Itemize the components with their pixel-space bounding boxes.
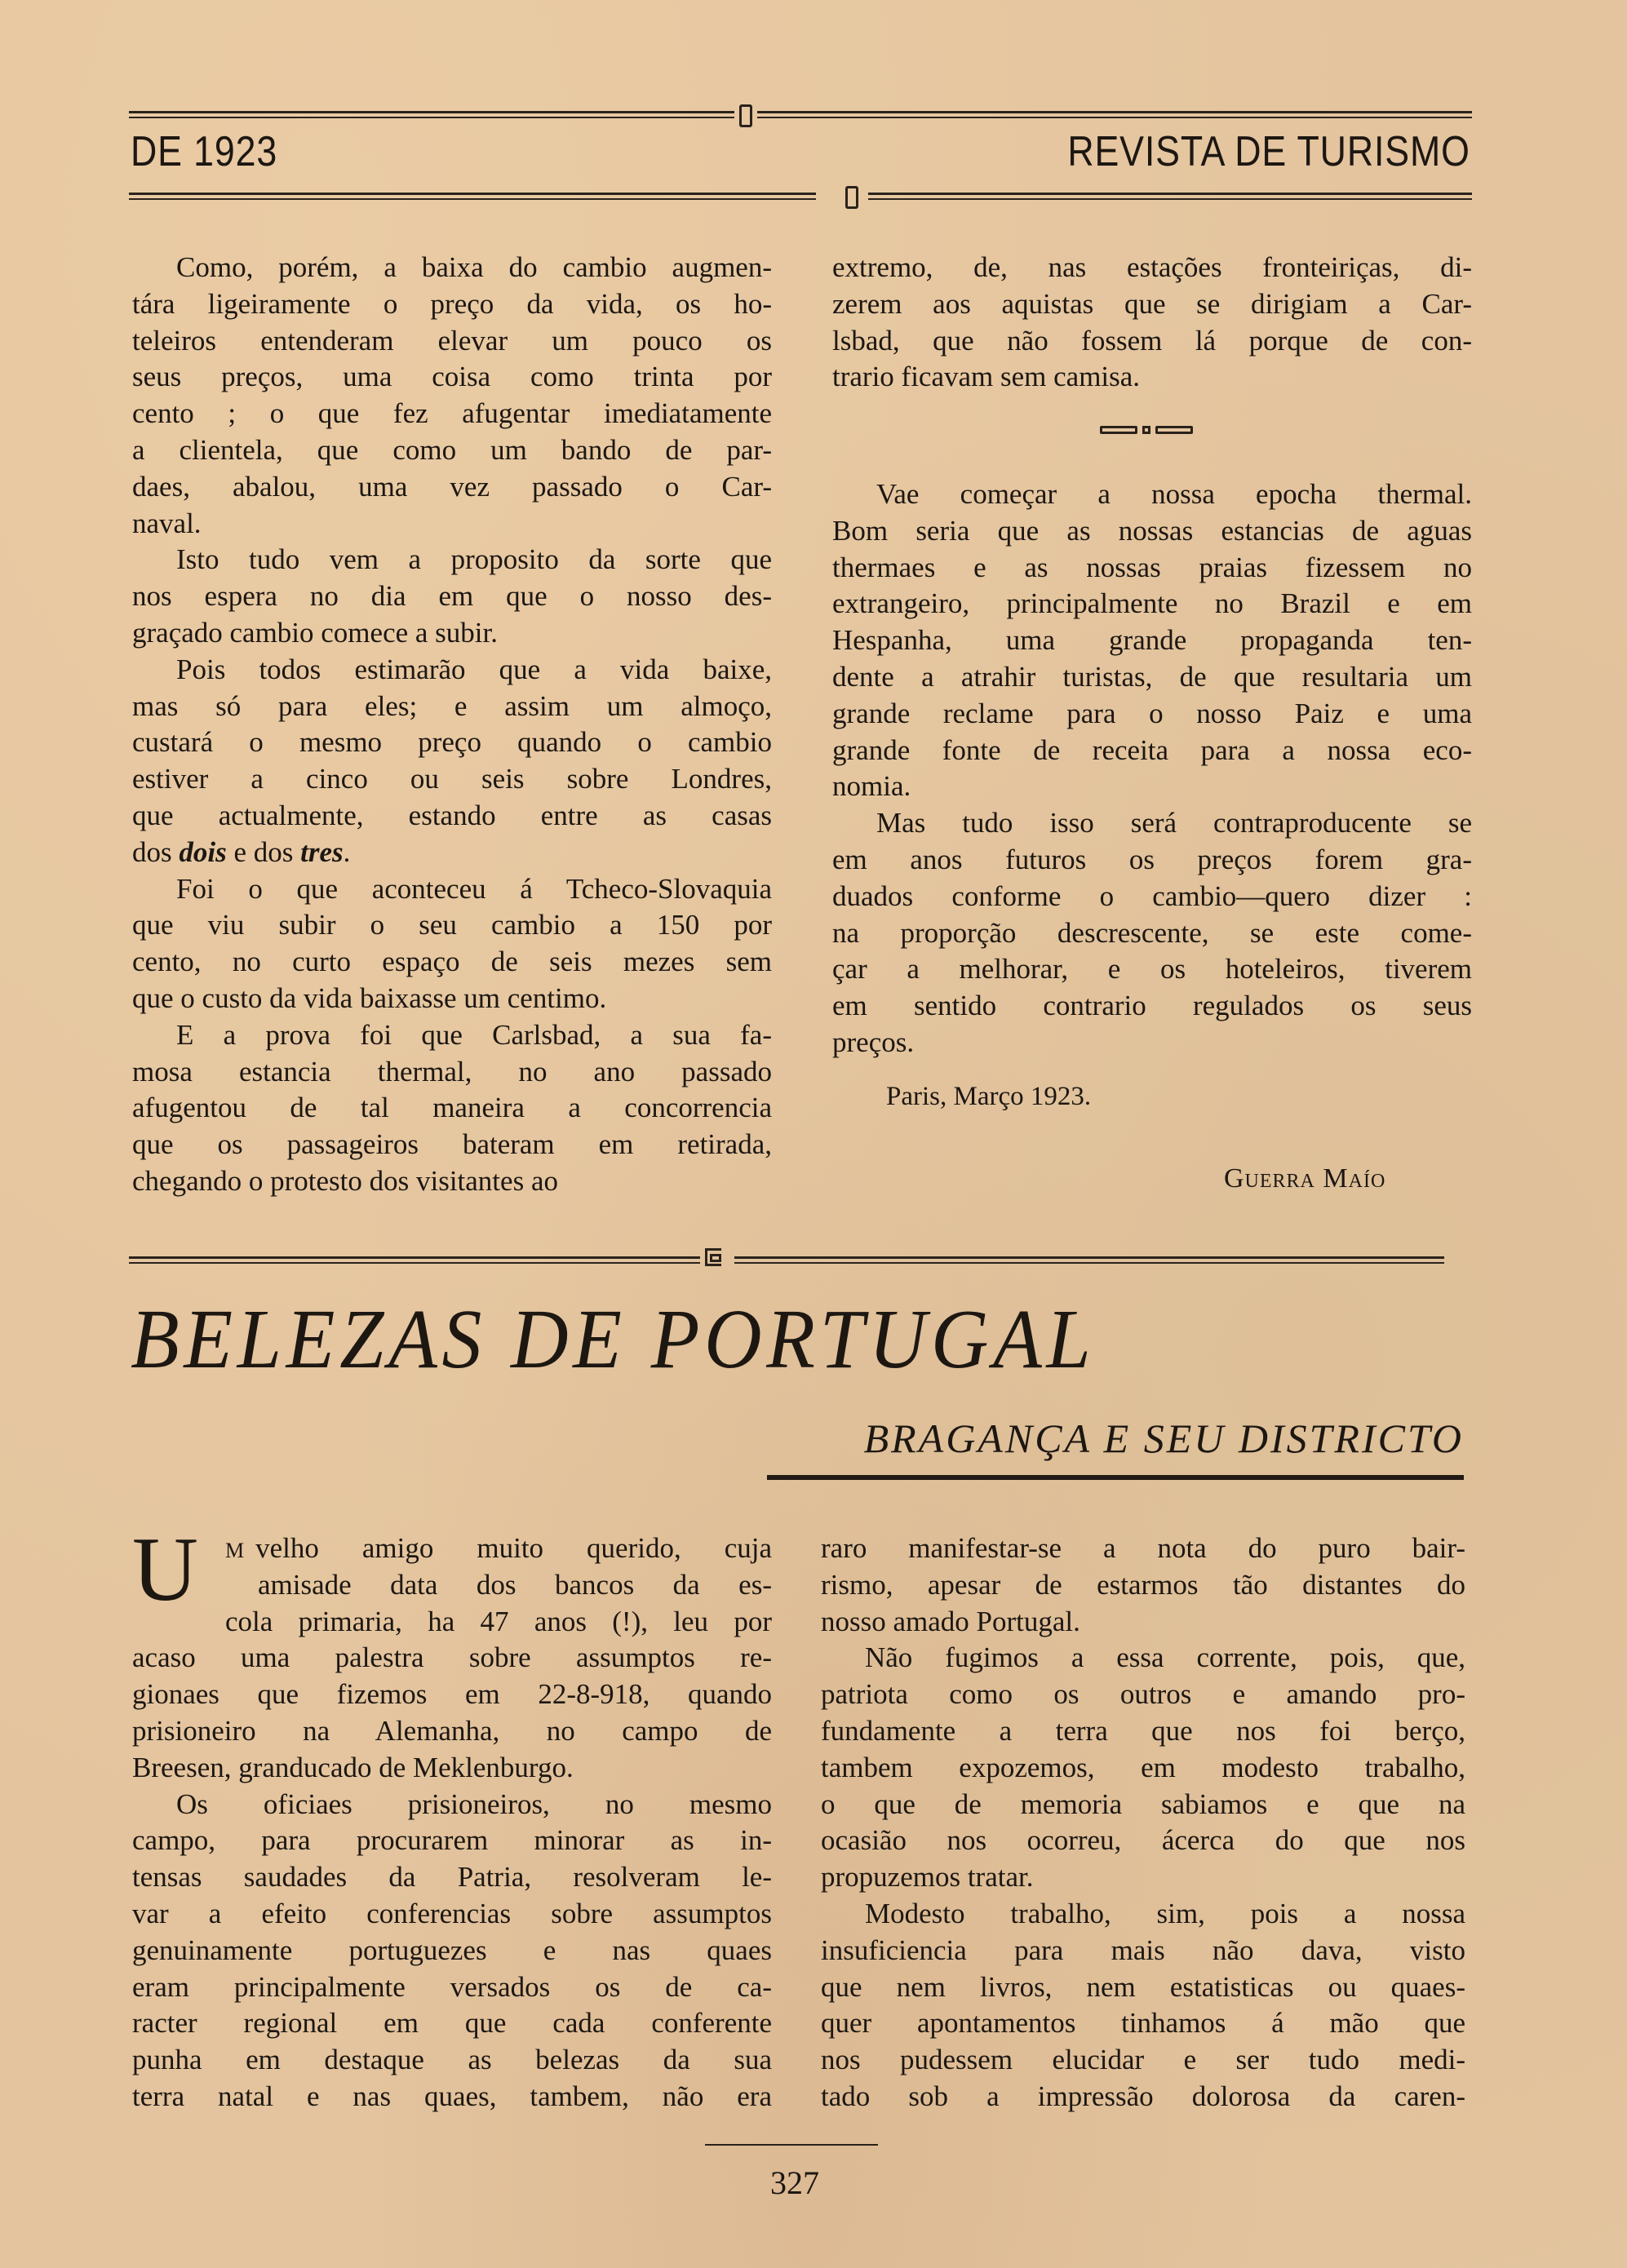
text-line: insuficiencia para mais não dava, visto bbox=[821, 1934, 1465, 1966]
text-line: que viu subir o seu cambio a 150 por bbox=[132, 909, 772, 941]
text-fragment: . bbox=[343, 835, 351, 868]
text-line: patriota como os outros e amando pro- bbox=[821, 1678, 1465, 1711]
paragraph bbox=[821, 1640, 1465, 1896]
paragraph bbox=[832, 805, 1472, 1061]
text-line: grande fonte de receita para a nossa eco- bbox=[832, 733, 1472, 766]
subtitle-underline bbox=[767, 1475, 1464, 1480]
page-number: 327 bbox=[770, 2164, 819, 2201]
text-line: grande reclame para o nosso Paiz e uma bbox=[832, 697, 1472, 729]
emphasized-word: tres bbox=[300, 835, 344, 868]
text-line: Não fugimos a essa corrente, pois, que, bbox=[865, 1641, 1465, 1674]
text-line: tambem expozemos, em modesto trabalho, bbox=[821, 1751, 1465, 1783]
text-line: thermaes e as nossas praias fizessem no bbox=[832, 551, 1472, 583]
text-line: terra natal e nas quaes, tambem, não era bbox=[132, 2080, 772, 2112]
text-line: çar a melhorar, e os hoteleiros, tiverem bbox=[832, 953, 1472, 986]
text-line: Foi o que aconteceu á Tcheco-Slovaquia bbox=[176, 872, 772, 905]
paragraph bbox=[832, 476, 1472, 805]
text-line: seus preços, uma coisa como trinta por bbox=[132, 361, 772, 393]
page-number-rule bbox=[705, 2144, 878, 2146]
paragraph bbox=[832, 250, 1472, 396]
text-line: tado sob a impressão dolorosa da caren- bbox=[821, 2080, 1465, 2112]
section-ornament-inner bbox=[710, 1254, 721, 1262]
article2-subtitle: BRAGANÇA E SEU DISTRICTO bbox=[863, 1415, 1464, 1461]
text-line: tensas saudades da Patria, resolveram le- bbox=[132, 1861, 772, 1894]
text-line: Como, porém, a baixa do cambio augmen- bbox=[176, 251, 772, 283]
text-line: custará o mesmo preço quando o cambio bbox=[132, 726, 772, 759]
text-line: racter regional em que cada conferente bbox=[132, 2007, 772, 2040]
text-line: cola primaria, ha 47 anos (!), leu por bbox=[225, 1605, 772, 1637]
header-ornament-bottom bbox=[845, 186, 858, 209]
text-line: extrangeiro, principalmente no Brazil e em bbox=[832, 587, 1472, 620]
paragraph bbox=[132, 652, 772, 871]
article1-right-column-top bbox=[832, 250, 1472, 396]
text-line: nos pudessem elucidar e ser tudo medi- bbox=[821, 2044, 1465, 2076]
text-line: rismo, apesar de estarmos tão distantes do bbox=[821, 1568, 1465, 1601]
header-magazine-title: REVISTA DE TURISMO bbox=[1067, 128, 1470, 175]
header-top-rule-right bbox=[757, 111, 1472, 118]
section-rule-right bbox=[734, 1256, 1444, 1264]
text-line: eram principalmente versados os de ca- bbox=[132, 1970, 772, 2003]
text-line: E a prova foi que Carlsbad, a sua fa- bbox=[176, 1018, 772, 1051]
text-line: Pois todos estimarão que a vida baixe, bbox=[176, 653, 772, 685]
text-line: estiver a cinco ou seis sobre Londres, bbox=[132, 763, 772, 795]
article2-left-column bbox=[132, 1519, 772, 2115]
drop-cap: U bbox=[132, 1519, 198, 1620]
text-line: nosso amado Portugal. bbox=[821, 1605, 1080, 1637]
text-line: nos espera no dia em que o nosso des- bbox=[132, 580, 772, 613]
text-line: duados conforme o cambio—quero dizer : bbox=[832, 879, 1472, 912]
text-line: campo, para procurarem minorar as in- bbox=[132, 1824, 772, 1857]
divider-dot bbox=[1142, 426, 1150, 434]
text-line: Breesen, granducado de Meklenburgo. bbox=[132, 1751, 574, 1783]
text-line: Os oficiaes prisioneiros, no mesmo bbox=[176, 1787, 772, 1820]
header-bottom-rule-right bbox=[868, 193, 1472, 200]
text-line: em anos futuros os preços forem gra- bbox=[832, 843, 1472, 875]
emphasized-word: dois bbox=[179, 835, 227, 868]
first-word-small-caps: M bbox=[225, 1539, 245, 1562]
text-line: trario ficavam sem camisa. bbox=[832, 361, 1141, 393]
text-line: chegando o protesto dos visitantes ao bbox=[132, 1164, 558, 1197]
text-line: Bom seria que as nossas estancias de aguas bbox=[832, 514, 1472, 547]
article2-title: BELEZAS DE PORTUGAL bbox=[131, 1292, 1096, 1386]
header-top-rule-left bbox=[129, 111, 734, 118]
text-line: gionaes que fizemos em 22-8-918, quando bbox=[132, 1678, 772, 1711]
text-line: que actualmente, estando entre as casas bbox=[132, 799, 772, 831]
text-line: cento ; o que fez afugentar imediatamente bbox=[132, 397, 772, 430]
text-line: daes, abalou, uma vez passado o Car- bbox=[132, 470, 772, 503]
article1-right-column-bottom bbox=[832, 476, 1472, 1061]
text-line: quer apontamentos tinhamos á mão que bbox=[821, 2007, 1465, 2040]
text-line: nomia. bbox=[832, 770, 911, 803]
text-line: amisade data dos bancos da es- bbox=[258, 1568, 772, 1601]
text-line: que os passageiros bateram em retirada, bbox=[132, 1128, 772, 1161]
article2-right-column bbox=[821, 1530, 1465, 2115]
paragraph bbox=[132, 1787, 772, 2115]
text-line: cento, no curto espaço de seis mezes sem bbox=[132, 946, 772, 978]
text-line: lsbad, que não fossem lá porque de con- bbox=[832, 324, 1472, 357]
text-line: mas só para eles; e assim um almoço, bbox=[132, 689, 772, 722]
header-issue-date: DE 1923 bbox=[131, 128, 278, 175]
article1-left-column bbox=[132, 250, 772, 1200]
text-line: teleiros entenderam elevar um pouco os bbox=[132, 324, 772, 357]
paragraph bbox=[132, 1017, 772, 1200]
text-line: genuinamente portuguezes e nas quaes bbox=[132, 1934, 772, 1966]
article1-author: Guerra Maío bbox=[1224, 1163, 1386, 1194]
text-line-emphasis bbox=[132, 835, 772, 871]
text-line: que o custo da vida baixasse um centimo. bbox=[132, 981, 607, 1014]
text-fragment: dos bbox=[132, 835, 180, 868]
header-bottom-rule-left bbox=[129, 193, 816, 200]
paragraph bbox=[132, 250, 772, 542]
text-fragment: e dos bbox=[226, 835, 301, 868]
text-line: afugentou de tal maneira a concorrencia bbox=[132, 1092, 772, 1124]
text-line: Mas tudo isso será contraproducente se bbox=[876, 807, 1472, 839]
text-line: dente a atrahir turistas, de que resultaria um bbox=[832, 660, 1472, 693]
section-rule-left bbox=[129, 1256, 700, 1264]
paragraph bbox=[132, 542, 772, 651]
text-line: tára ligeiramente o preço da vida, os ho- bbox=[132, 287, 772, 320]
text-line: a clientela, que como um bando de par- bbox=[132, 433, 772, 466]
text-line: raro manifestar-se a nota do puro bair- bbox=[821, 1532, 1465, 1564]
text-line: propuzemos tratar. bbox=[821, 1861, 1034, 1894]
text-line: fundamente a terra que nos foi berço, bbox=[821, 1714, 1465, 1747]
divider-bar-left bbox=[1100, 426, 1137, 434]
text-line: na proporção descrescente, se este come- bbox=[832, 916, 1472, 949]
text-line: Modesto trabalho, sim, pois a nossa bbox=[865, 1897, 1465, 1929]
text-line: preços. bbox=[832, 1025, 915, 1058]
text-line: prisioneiro na Alemanha, no campo de bbox=[132, 1714, 772, 1747]
text-line: naval. bbox=[132, 507, 202, 539]
text-line: graçado cambio comece a subir. bbox=[132, 616, 498, 649]
text-line: Vae começar a nossa epocha thermal. bbox=[876, 478, 1472, 510]
text-line: ocasião nos ocorreu, ácerca do que nos bbox=[821, 1824, 1465, 1857]
text-line: extremo, de, nas estações fronteiriças, di- bbox=[832, 251, 1472, 283]
section-divider-ornament bbox=[1100, 426, 1193, 434]
article1-dateline: Paris, Março 1923. bbox=[886, 1082, 1092, 1111]
paragraph-first bbox=[132, 1519, 772, 1787]
paragraph bbox=[132, 871, 772, 1017]
text-line: Hespanha, uma grande propaganda ten- bbox=[832, 624, 1472, 657]
text-line: em sentido contrario regulados os seus bbox=[832, 990, 1472, 1022]
text-line: punha em destaque as belezas da sua bbox=[132, 2044, 772, 2076]
text-line bbox=[225, 1530, 772, 1567]
text-line: Isto tudo vem a proposito da sorte que bbox=[176, 543, 772, 576]
paragraph bbox=[821, 1896, 1465, 2115]
header-ornament-top bbox=[739, 104, 752, 127]
text-line: que nem livros, nem estatisticas ou quaes- bbox=[821, 1970, 1465, 2003]
text-line: var a efeito conferencias sobre assumptos bbox=[132, 1897, 772, 1929]
divider-bar-right bbox=[1155, 426, 1193, 434]
paragraph bbox=[821, 1530, 1465, 1640]
text-fragment: velho amigo muito querido, cuja bbox=[255, 1532, 772, 1564]
text-line: mosa estancia thermal, no ano passado bbox=[132, 1055, 772, 1087]
text-line: acaso uma palestra sobre assumptos re- bbox=[132, 1641, 772, 1674]
text-line: zerem aos aquistas que se dirigiam a Car- bbox=[832, 287, 1472, 320]
text-line: o que de memoria sabiamos e que na bbox=[821, 1787, 1465, 1820]
